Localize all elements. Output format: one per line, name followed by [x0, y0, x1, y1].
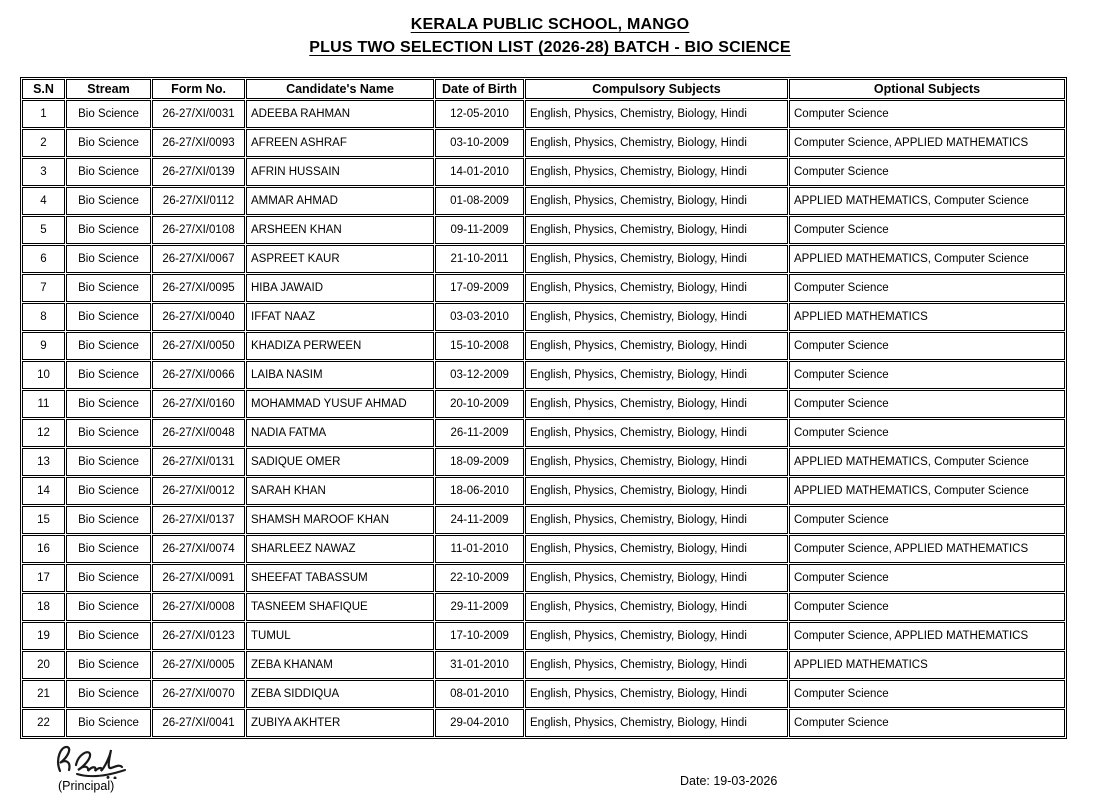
table-row: [22, 419, 1065, 447]
table-cell: 26-27/XI/0040: [152, 303, 245, 331]
table-cell: Bio Science: [66, 390, 151, 418]
table-cell: 26-27/XI/0093: [152, 129, 245, 157]
table-cell: KHADIZA PERWEEN: [246, 332, 434, 360]
table-cell: 18-09-2009: [435, 448, 524, 476]
document-header: [0, 0, 1100, 59]
table-cell: English, Physics, Chemistry, Biology, Hindi: [525, 100, 788, 128]
table-cell: 26-27/XI/0070: [152, 680, 245, 708]
table-cell: APPLIED MATHEMATICS: [789, 651, 1065, 679]
table-cell: 21: [22, 680, 65, 708]
table-cell: AFREEN ASHRAF: [246, 129, 434, 157]
table-row: [22, 332, 1065, 360]
table-cell: 26-27/XI/0123: [152, 622, 245, 650]
table-cell: 26-27/XI/0008: [152, 593, 245, 621]
table-row: [22, 622, 1065, 650]
table-cell: 26-27/XI/0095: [152, 274, 245, 302]
table-cell: 21-10-2011: [435, 245, 524, 273]
table-cell: SHAMSH MAROOF KHAN: [246, 506, 434, 534]
table-cell: Computer Science: [789, 390, 1065, 418]
document-footer: [0, 741, 1100, 805]
table-cell: English, Physics, Chemistry, Biology, Hindi: [525, 535, 788, 563]
table-cell: Bio Science: [66, 709, 151, 737]
table-cell: Bio Science: [66, 564, 151, 592]
table-cell: Computer Science: [789, 680, 1065, 708]
table-cell: 19: [22, 622, 65, 650]
table-cell: APPLIED MATHEMATICS, Computer Science: [789, 187, 1065, 215]
table-cell: English, Physics, Chemistry, Biology, Hindi: [525, 477, 788, 505]
table-cell: Computer Science: [789, 158, 1065, 186]
table-cell: Bio Science: [66, 477, 151, 505]
table-cell: English, Physics, Chemistry, Biology, Hindi: [525, 564, 788, 592]
table-cell: Bio Science: [66, 506, 151, 534]
table-cell: Computer Science: [789, 506, 1065, 534]
table-cell: ZEBA KHANAM: [246, 651, 434, 679]
table-row: [22, 506, 1065, 534]
table-cell: ZEBA SIDDIQUA: [246, 680, 434, 708]
table-cell: 26-27/XI/0050: [152, 332, 245, 360]
table-cell: Computer Science: [789, 332, 1065, 360]
table-cell: Bio Science: [66, 419, 151, 447]
table-cell: English, Physics, Chemistry, Biology, Hindi: [525, 303, 788, 331]
table-cell: English, Physics, Chemistry, Biology, Hindi: [525, 361, 788, 389]
selection-table: [20, 77, 1067, 739]
table-cell: IFFAT NAAZ: [246, 303, 434, 331]
table-row: [22, 245, 1065, 273]
table-cell: 6: [22, 245, 65, 273]
table-cell: 26-27/XI/0041: [152, 709, 245, 737]
school-name-line: [0, 13, 1100, 36]
table-cell: English, Physics, Chemistry, Biology, Hindi: [525, 216, 788, 244]
table-cell: NADIA FATMA: [246, 419, 434, 447]
table-cell: 11-01-2010: [435, 535, 524, 563]
table-row: [22, 564, 1065, 592]
table-cell: English, Physics, Chemistry, Biology, Hindi: [525, 622, 788, 650]
table-cell: Computer Science, APPLIED MATHEMATICS: [789, 129, 1065, 157]
table-cell: 15: [22, 506, 65, 534]
table-header-row: [22, 79, 1065, 99]
table-cell: Bio Science: [66, 535, 151, 563]
table-cell: Bio Science: [66, 303, 151, 331]
table-cell: 26-27/XI/0139: [152, 158, 245, 186]
table-cell: 2: [22, 129, 65, 157]
table-cell: 14-01-2010: [435, 158, 524, 186]
table-row: [22, 303, 1065, 331]
table-row: [22, 535, 1065, 563]
table-cell: Bio Science: [66, 245, 151, 273]
table-cell: SADIQUE OMER: [246, 448, 434, 476]
table-cell: English, Physics, Chemistry, Biology, Hindi: [525, 419, 788, 447]
table-cell: Bio Science: [66, 680, 151, 708]
table-cell: ARSHEEN KHAN: [246, 216, 434, 244]
list-title: PLUS TWO SELECTION LIST (2026-28) BATCH - BIO SCIENCE: [309, 39, 791, 56]
table-cell: English, Physics, Chemistry, Biology, Hindi: [525, 506, 788, 534]
col-header-sn: S.N: [22, 79, 65, 99]
table-cell: Bio Science: [66, 448, 151, 476]
table-cell: 12: [22, 419, 65, 447]
table-row: [22, 216, 1065, 244]
table-cell: English, Physics, Chemistry, Biology, Hindi: [525, 593, 788, 621]
table-cell: Bio Science: [66, 274, 151, 302]
table-cell: 29-11-2009: [435, 593, 524, 621]
table-cell: 01-08-2009: [435, 187, 524, 215]
table-cell: Computer Science: [789, 593, 1065, 621]
table-cell: 5: [22, 216, 65, 244]
col-header-compulsory-subjects: Compulsory Subjects: [525, 79, 788, 99]
col-header-candidate-name: Candidate's Name: [246, 79, 434, 99]
table-cell: 09-11-2009: [435, 216, 524, 244]
table-cell: 03-12-2009: [435, 361, 524, 389]
table-cell: English, Physics, Chemistry, Biology, Hindi: [525, 680, 788, 708]
table-cell: Computer Science: [789, 564, 1065, 592]
table-row: [22, 651, 1065, 679]
table-cell: Bio Science: [66, 216, 151, 244]
table-cell: 26-27/XI/0131: [152, 448, 245, 476]
table-cell: Computer Science, APPLIED MATHEMATICS: [789, 622, 1065, 650]
list-title-line: [0, 36, 1100, 59]
table-cell: 8: [22, 303, 65, 331]
table-cell: Computer Science: [789, 100, 1065, 128]
table-cell: 12-05-2010: [435, 100, 524, 128]
table-cell: English, Physics, Chemistry, Biology, Hindi: [525, 187, 788, 215]
table-cell: English, Physics, Chemistry, Biology, Hindi: [525, 245, 788, 273]
table-cell: 26-27/XI/0091: [152, 564, 245, 592]
table-cell: 26-27/XI/0031: [152, 100, 245, 128]
table-cell: 15-10-2008: [435, 332, 524, 360]
table-cell: English, Physics, Chemistry, Biology, Hindi: [525, 651, 788, 679]
table-row: [22, 477, 1065, 505]
table-cell: TUMUL: [246, 622, 434, 650]
table-row: [22, 158, 1065, 186]
table-cell: Computer Science: [789, 274, 1065, 302]
table-cell: APPLIED MATHEMATICS, Computer Science: [789, 448, 1065, 476]
table-cell: 20: [22, 651, 65, 679]
table-cell: 31-01-2010: [435, 651, 524, 679]
table-cell: Bio Science: [66, 622, 151, 650]
table-cell: ZUBIYA AKHTER: [246, 709, 434, 737]
table-row: [22, 448, 1065, 476]
table-cell: 26-27/XI/0074: [152, 535, 245, 563]
table-cell: 26-27/XI/0108: [152, 216, 245, 244]
table-row: [22, 361, 1065, 389]
table-cell: 26-27/XI/0048: [152, 419, 245, 447]
table-cell: 26-11-2009: [435, 419, 524, 447]
table-cell: 03-10-2009: [435, 129, 524, 157]
table-cell: English, Physics, Chemistry, Biology, Hindi: [525, 709, 788, 737]
table-cell: 18-06-2010: [435, 477, 524, 505]
table-row: [22, 390, 1065, 418]
table-cell: 1: [22, 100, 65, 128]
table-row: [22, 680, 1065, 708]
table-cell: 29-04-2010: [435, 709, 524, 737]
table-cell: AMMAR AHMAD: [246, 187, 434, 215]
table-cell: Bio Science: [66, 361, 151, 389]
table-cell: Computer Science: [789, 419, 1065, 447]
table-cell: English, Physics, Chemistry, Biology, Hindi: [525, 390, 788, 418]
table-cell: 13: [22, 448, 65, 476]
col-header-optional-subjects: Optional Subjects: [789, 79, 1065, 99]
table-cell: 26-27/XI/0137: [152, 506, 245, 534]
table-row: [22, 187, 1065, 215]
table-cell: ADEEBA RAHMAN: [246, 100, 434, 128]
table-cell: SARAH KHAN: [246, 477, 434, 505]
principal-signature-icon: [50, 743, 150, 779]
principal-label: (Principal): [58, 779, 115, 793]
table-row: [22, 100, 1065, 128]
table-cell: 11: [22, 390, 65, 418]
col-header-form-no: Form No.: [152, 79, 245, 99]
table-cell: 26-27/XI/0066: [152, 361, 245, 389]
table-cell: 22-10-2009: [435, 564, 524, 592]
school-name: KERALA PUBLIC SCHOOL, MANGO: [410, 16, 690, 33]
table-cell: 03-03-2010: [435, 303, 524, 331]
table-cell: 10: [22, 361, 65, 389]
table-cell: APPLIED MATHEMATICS: [789, 303, 1065, 331]
table-cell: English, Physics, Chemistry, Biology, Hindi: [525, 158, 788, 186]
table-cell: 18: [22, 593, 65, 621]
table-cell: APPLIED MATHEMATICS, Computer Science: [789, 245, 1065, 273]
table-cell: 26-27/XI/0012: [152, 477, 245, 505]
table-cell: SHEEFAT TABASSUM: [246, 564, 434, 592]
table-row: [22, 593, 1065, 621]
table-cell: 08-01-2010: [435, 680, 524, 708]
table-cell: HIBA JAWAID: [246, 274, 434, 302]
table-cell: AFRIN HUSSAIN: [246, 158, 434, 186]
table-cell: APPLIED MATHEMATICS, Computer Science: [789, 477, 1065, 505]
table-cell: 26-27/XI/0160: [152, 390, 245, 418]
table-cell: 24-11-2009: [435, 506, 524, 534]
table-cell: English, Physics, Chemistry, Biology, Hindi: [525, 448, 788, 476]
table-cell: 20-10-2009: [435, 390, 524, 418]
table-cell: 14: [22, 477, 65, 505]
table-cell: SHARLEEZ NAWAZ: [246, 535, 434, 563]
table-cell: 9: [22, 332, 65, 360]
table-cell: English, Physics, Chemistry, Biology, Hindi: [525, 129, 788, 157]
col-header-stream: Stream: [66, 79, 151, 99]
table-cell: 16: [22, 535, 65, 563]
table-cell: 26-27/XI/0067: [152, 245, 245, 273]
table-cell: 4: [22, 187, 65, 215]
table-cell: Bio Science: [66, 158, 151, 186]
table-cell: TASNEEM SHAFIQUE: [246, 593, 434, 621]
table-cell: Bio Science: [66, 129, 151, 157]
table-cell: 7: [22, 274, 65, 302]
table-row: [22, 129, 1065, 157]
selection-table-body: [22, 100, 1065, 737]
table-cell: 26-27/XI/0112: [152, 187, 245, 215]
table-row: [22, 274, 1065, 302]
table-row: [22, 709, 1065, 737]
table-cell: MOHAMMAD YUSUF AHMAD: [246, 390, 434, 418]
table-cell: 17: [22, 564, 65, 592]
date-label: Date: 19-03-2026: [680, 774, 778, 788]
table-cell: LAIBA NASIM: [246, 361, 434, 389]
table-cell: 17-09-2009: [435, 274, 524, 302]
table-cell: Computer Science: [789, 216, 1065, 244]
col-header-date-of-birth: Date of Birth: [435, 79, 524, 99]
table-cell: Computer Science: [789, 361, 1065, 389]
table-cell: English, Physics, Chemistry, Biology, Hindi: [525, 332, 788, 360]
table-cell: Bio Science: [66, 651, 151, 679]
table-cell: Computer Science: [789, 709, 1065, 737]
table-cell: 17-10-2009: [435, 622, 524, 650]
table-cell: ASPREET KAUR: [246, 245, 434, 273]
table-cell: Bio Science: [66, 593, 151, 621]
table-cell: English, Physics, Chemistry, Biology, Hindi: [525, 274, 788, 302]
table-cell: Computer Science, APPLIED MATHEMATICS: [789, 535, 1065, 563]
table-cell: 3: [22, 158, 65, 186]
table-cell: Bio Science: [66, 187, 151, 215]
table-cell: 26-27/XI/0005: [152, 651, 245, 679]
table-cell: Bio Science: [66, 332, 151, 360]
table-cell: Bio Science: [66, 100, 151, 128]
table-cell: 22: [22, 709, 65, 737]
